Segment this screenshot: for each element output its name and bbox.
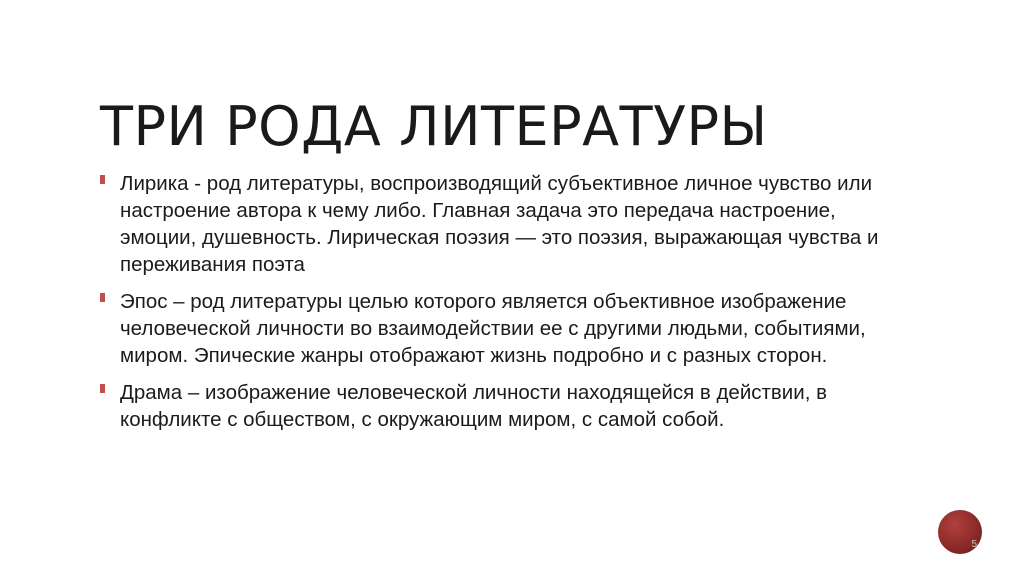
bullet-marker-icon: [100, 293, 105, 302]
bullet-marker-icon: [100, 175, 105, 184]
list-item: [96, 170, 906, 278]
list-item: [96, 379, 906, 433]
slide-number: 5: [971, 539, 977, 550]
list-item: [96, 288, 906, 369]
list-item-text: Драма – изображение человеческой личности находящейся в действии, в конфликте с обществом, с окружающим миром, с самой собой.: [120, 381, 827, 432]
slide-body: [96, 170, 906, 443]
bullet-marker-icon: [100, 384, 105, 393]
list-item-text: Лирика - род литературы, воспроизводящий субъективное личное чувство или настроение автора к чему либо. Главная задача это передача настроение, эмоции, душевность. Лирическая поэзия — это поэзия, выражающая чувства и переживания поэта: [120, 172, 879, 277]
list-item-text: Эпос – род литературы целью которого является объективное изображение человеческой личности во взаимодействии ее с другими людьми, событиями, миром. Эпические жанры отображают жизнь подробно и с разных сторон.: [120, 290, 866, 368]
bullet-list: [96, 170, 906, 433]
page-title: ТРИ РОДА ЛИТЕРАТУРЫ: [100, 95, 768, 159]
